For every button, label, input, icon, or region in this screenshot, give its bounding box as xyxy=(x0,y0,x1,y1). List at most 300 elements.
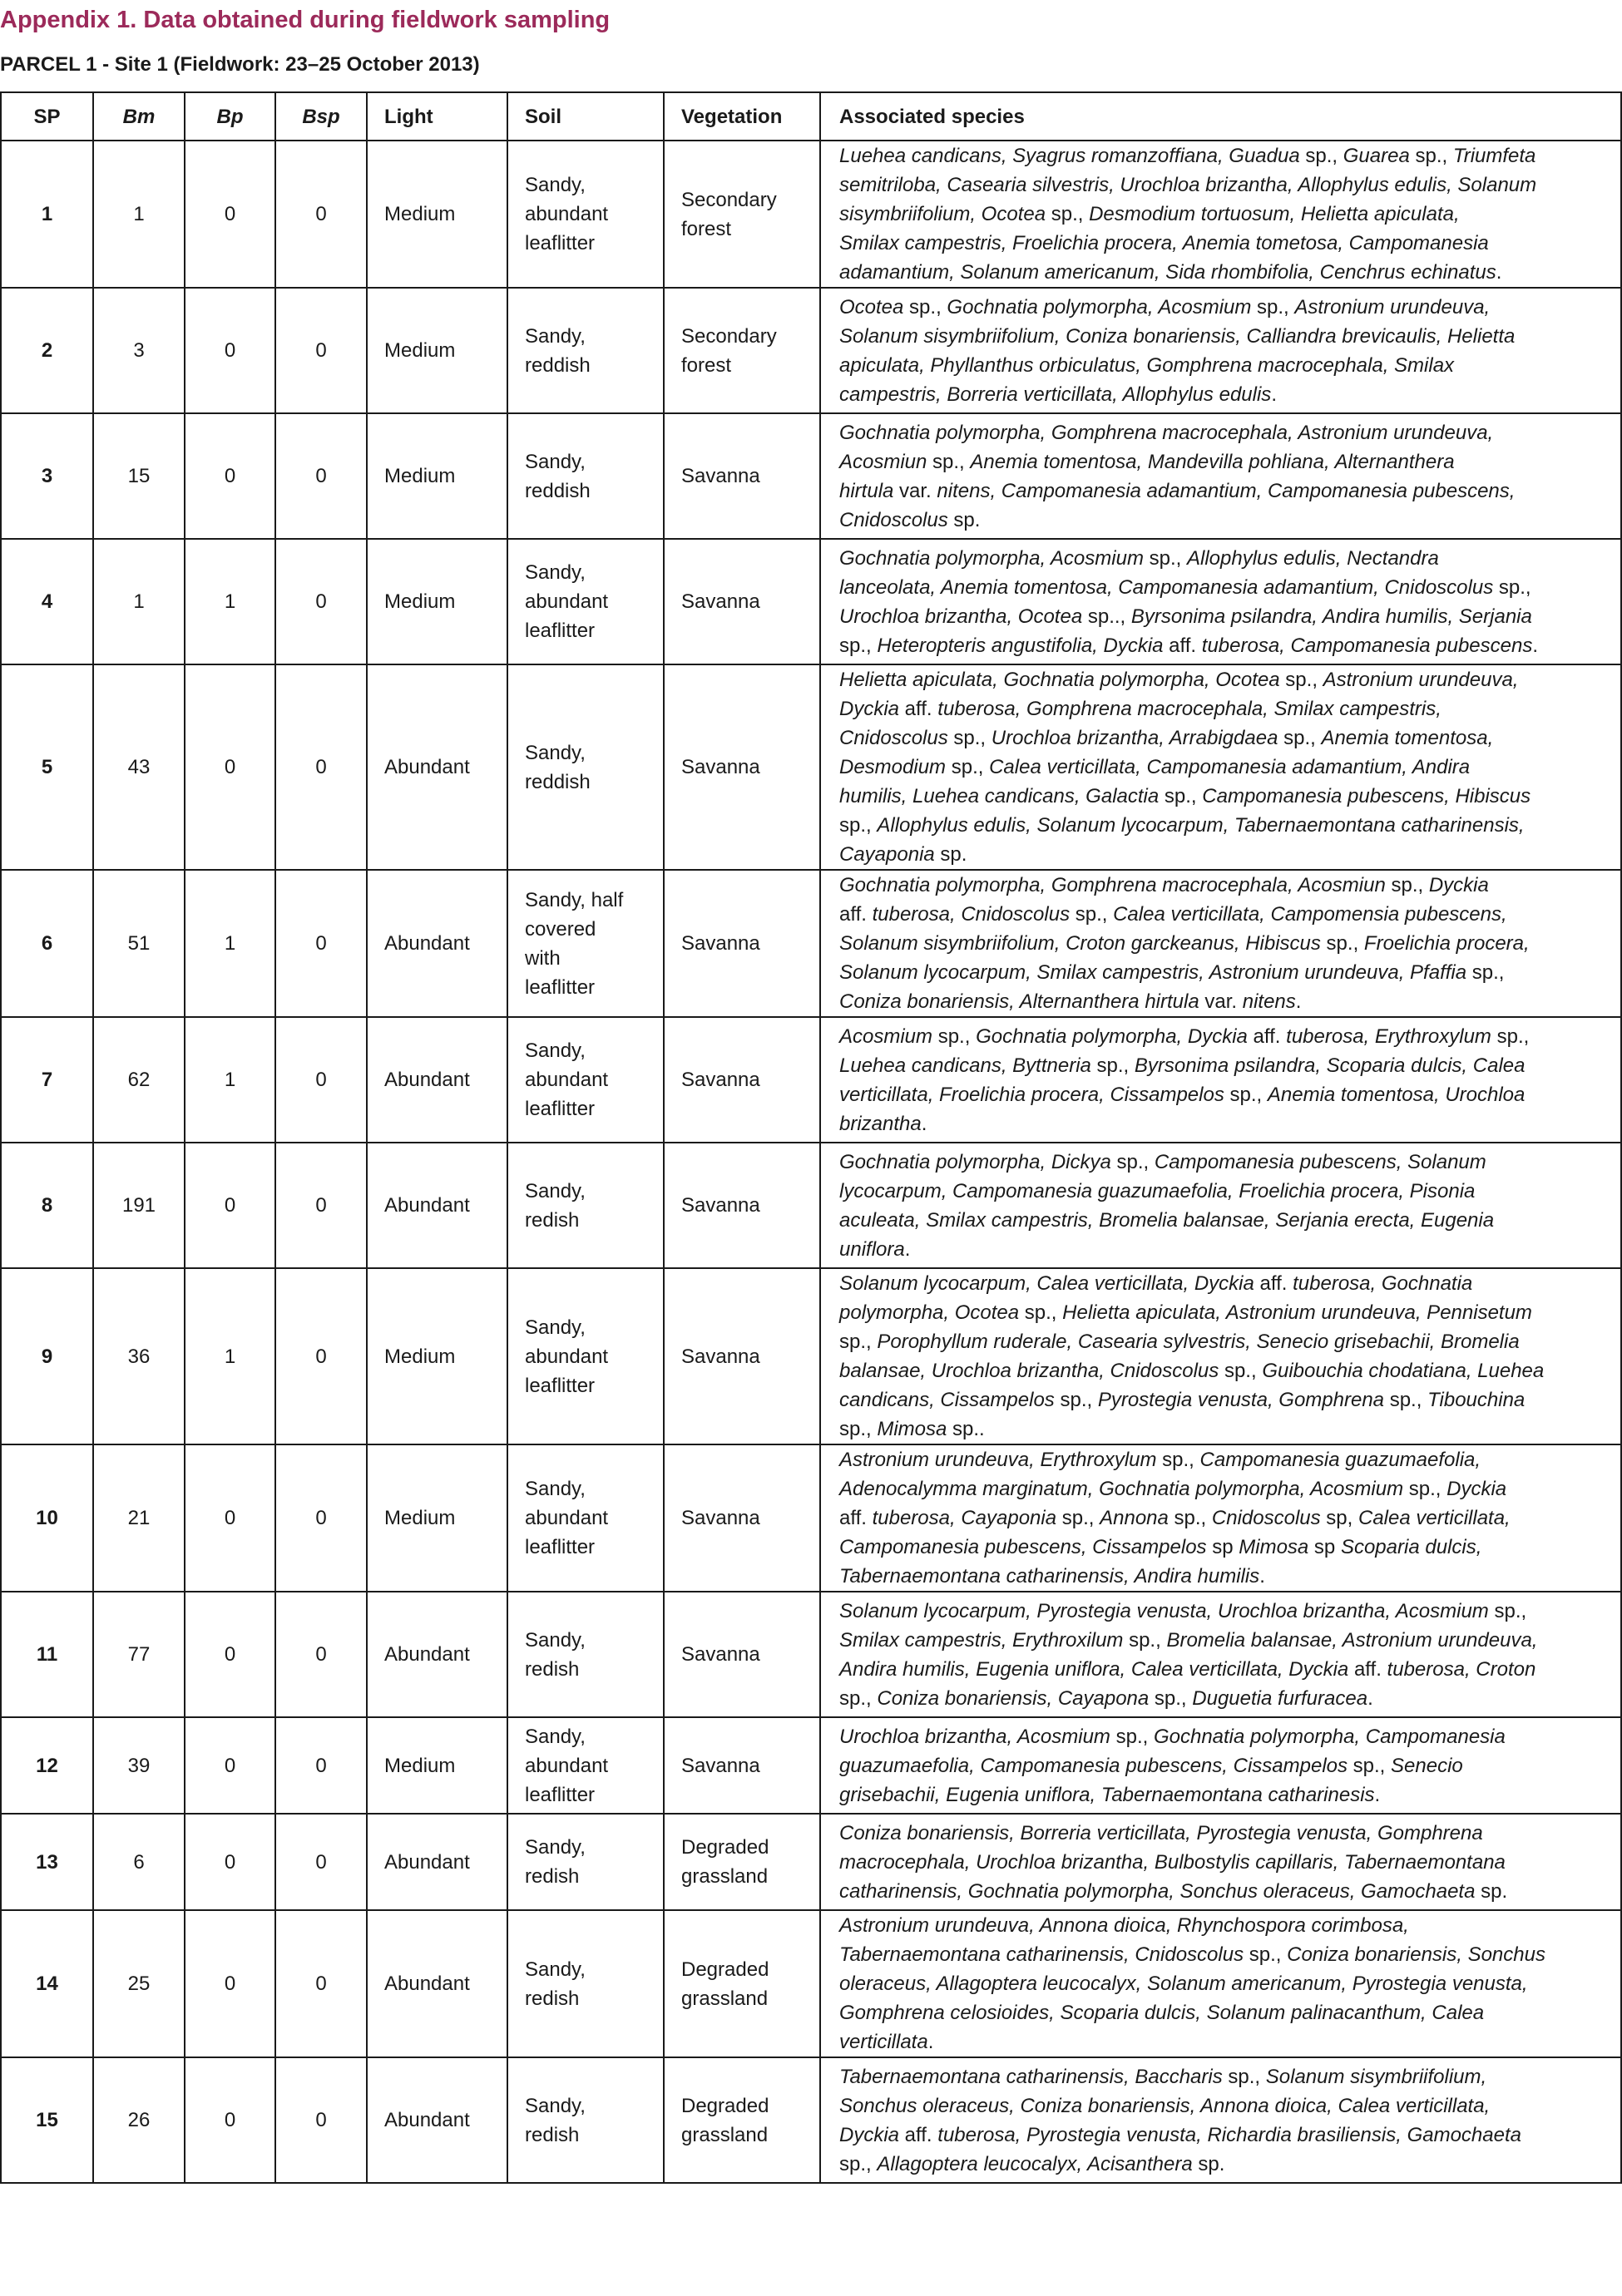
cell-light: Abundant xyxy=(367,1910,507,2057)
species-qualifier: sp., xyxy=(947,727,991,749)
species-line xyxy=(839,753,1609,782)
species-name: macrocephala, Urochloa brizantha, Bulbostylis capillaris, Tabernaemontana xyxy=(839,1850,1506,1874)
species-qualifier: sp., xyxy=(1224,1083,1268,1106)
soil-line: redish xyxy=(525,1208,580,1232)
species-name: lycocarpum, Campomanesia guazumaefolia, Froelichia procera, Pisonia xyxy=(839,1179,1476,1202)
vegetation-line: Savanna xyxy=(681,1345,760,1368)
species-line xyxy=(839,544,1609,573)
soil-line: with xyxy=(525,946,561,970)
cell-light: Abundant xyxy=(367,1143,507,1268)
cell-light: Medium xyxy=(367,141,507,288)
species-line xyxy=(839,506,1609,535)
cell-vegetation xyxy=(664,1444,820,1592)
species-line xyxy=(839,2062,1609,2091)
header-bm: Bm xyxy=(93,92,185,141)
species-name: Astronium urundeuva, xyxy=(1294,295,1491,318)
species-line xyxy=(839,1655,1609,1684)
cell-soil xyxy=(507,1910,664,2057)
vegetation-line: Savanna xyxy=(681,756,760,778)
species-qualifier: . xyxy=(1271,383,1277,406)
species-qualifier: sp., xyxy=(1278,727,1322,749)
species-name: Campomanesia guazumaefolia, xyxy=(1199,1449,1481,1471)
species-line xyxy=(839,840,1609,869)
soil-line: Sandy, xyxy=(525,1316,586,1339)
species-qualifier: aff. xyxy=(1163,634,1202,657)
cell-associated-species xyxy=(820,1592,1621,1717)
species-line xyxy=(839,1877,1609,1906)
species-name: adamantium, Solanum americanum, Sida rhombifolia, Cenchrus echinatus xyxy=(839,261,1496,284)
soil-line: redish xyxy=(525,1987,580,2010)
table-row xyxy=(1,141,1621,288)
cell-bsp: 0 xyxy=(275,1268,367,1444)
species-name: Mimosa xyxy=(877,1418,947,1440)
species-qualifier: aff. xyxy=(839,1507,873,1529)
soil-line: Sandy, xyxy=(525,741,586,764)
soil-line: abundant xyxy=(525,1754,609,1777)
species-line xyxy=(839,293,1609,322)
species-line xyxy=(839,929,1609,958)
species-line xyxy=(839,1998,1609,2027)
species-qualifier: sp. xyxy=(1475,1879,1508,1903)
species-qualifier: sp., xyxy=(1244,1943,1288,1966)
species-name: hirtula xyxy=(839,479,894,502)
species-name: Smilax campestris, Froelichia procera, Anemia tometosa, Campomanesia xyxy=(839,232,1489,254)
soil-line: Sandy, xyxy=(525,2094,586,2117)
species-qualifier: aff. xyxy=(839,903,873,926)
cell-soil xyxy=(507,1268,664,1444)
species-qualifier: sp., xyxy=(1219,1360,1263,1382)
soil-line: Sandy, xyxy=(525,1478,586,1500)
cell-associated-species xyxy=(820,1717,1621,1814)
cell-vegetation xyxy=(664,413,820,539)
table-row xyxy=(1,1592,1621,1717)
cell-bsp: 0 xyxy=(275,1592,367,1717)
soil-line: Sandy, xyxy=(525,1179,586,1202)
table-row xyxy=(1,1268,1621,1444)
species-line xyxy=(839,229,1609,258)
cell-soil xyxy=(507,1717,664,1814)
cell-vegetation xyxy=(664,1717,820,1814)
cell-associated-species xyxy=(820,1814,1621,1910)
cell-bsp: 0 xyxy=(275,1717,367,1814)
species-line xyxy=(839,1022,1609,1051)
species-qualifier: . xyxy=(1295,990,1302,1013)
species-name: tuberosa, Gochnatia xyxy=(1293,1272,1473,1295)
species-qualifier: sp., xyxy=(839,1686,878,1710)
species-name: catharinensis, Gochnatia polymorpha, Sonchus oleraceus, Gamochaeta xyxy=(839,1879,1476,1903)
species-name: Acosmium xyxy=(839,1025,933,1048)
species-line xyxy=(839,1109,1609,1138)
species-qualifier: sp., xyxy=(839,634,878,657)
species-qualifier: sp., xyxy=(1491,1025,1530,1048)
species-line xyxy=(839,602,1609,631)
table-row xyxy=(1,539,1621,664)
cell-sp: 11 xyxy=(1,1592,93,1717)
species-name: Porophyllum ruderale, Casearia sylvestris, Senecio grisebachii, Bromelia xyxy=(877,1331,1520,1353)
species-name: Luehea candicans, Syagrus romanzoffiana, Guadua xyxy=(839,145,1300,167)
species-name: grisebachii, Eugenia uniflora, Tabernaemontana catharinesis xyxy=(839,1783,1375,1806)
soil-line: abundant xyxy=(525,590,609,613)
soil-line: leaflitter xyxy=(525,975,596,999)
species-name: lanceolata, Anemia tomentosa, Campomanesia adamantium, Cnidoscolus xyxy=(839,575,1494,599)
species-qualifier: sp., xyxy=(1090,1054,1135,1077)
species-line xyxy=(839,1597,1609,1626)
soil-line: Sandy, xyxy=(525,1836,586,1859)
vegetation-line: Savanna xyxy=(681,1754,760,1777)
species-qualifier: sp xyxy=(1206,1536,1239,1558)
cell-light: Abundant xyxy=(367,1017,507,1143)
species-qualifier: sp., xyxy=(839,1418,878,1440)
species-qualifier: sp., xyxy=(839,2152,878,2175)
species-line xyxy=(839,1385,1609,1415)
cell-light: Abundant xyxy=(367,2057,507,2183)
header-associated-species: Associated species xyxy=(820,92,1621,141)
cell-sp: 14 xyxy=(1,1910,93,2057)
species-qualifier: sp., xyxy=(1110,1150,1155,1173)
species-name: Calea verticillata, Campomensia pubescens, xyxy=(1113,903,1507,926)
species-line xyxy=(839,782,1609,811)
species-line xyxy=(839,141,1609,170)
species-name: apiculata, Phyllanthus orbiculatus, Gomphrena macrocephala, Smilax xyxy=(839,353,1455,377)
cell-vegetation xyxy=(664,2057,820,2183)
table-row xyxy=(1,1143,1621,1268)
species-qualifier: sp., xyxy=(1409,145,1453,167)
species-qualifier: var. xyxy=(893,479,937,502)
species-line xyxy=(839,1684,1609,1713)
species-qualifier: sp., xyxy=(1168,1507,1212,1529)
species-name: verticillata xyxy=(839,2031,928,2053)
cell-sp: 10 xyxy=(1,1444,93,1592)
species-qualifier: sp xyxy=(1308,1536,1341,1558)
cell-vegetation xyxy=(664,1268,820,1444)
species-name: Urochloa brizantha, Ocotea xyxy=(839,605,1083,628)
species-line xyxy=(839,1445,1609,1474)
species-name: Coniza bonariensis, Borreria verticillata, Pyrostegia venusta, Gomphrena xyxy=(839,1821,1483,1844)
cell-vegetation xyxy=(664,1814,820,1910)
cell-bm: 62 xyxy=(93,1017,185,1143)
species-name: Pyrostegia venusta, Gomphrena xyxy=(1097,1389,1385,1411)
cell-bm: 21 xyxy=(93,1444,185,1592)
cell-light: Medium xyxy=(367,539,507,664)
cell-sp: 15 xyxy=(1,2057,93,2183)
vegetation-line: Secondary xyxy=(681,188,777,211)
soil-line: redish xyxy=(525,2123,580,2146)
cell-bm: 26 xyxy=(93,2057,185,2183)
species-name: Byrsonima psilandra, Scoparia dulcis, Calea xyxy=(1134,1054,1526,1077)
species-qualifier: aff. xyxy=(1247,1025,1287,1048)
species-qualifier: . xyxy=(1496,261,1502,284)
species-name: Allophylus edulis, Nectandra xyxy=(1186,546,1439,570)
soil-line: redish xyxy=(525,1865,580,1888)
species-qualifier: sp, xyxy=(1320,1507,1358,1529)
species-qualifier: var. xyxy=(1199,990,1243,1013)
cell-sp: 8 xyxy=(1,1143,93,1268)
species-line xyxy=(839,1819,1609,1848)
species-line xyxy=(839,170,1609,200)
cell-bsp: 0 xyxy=(275,413,367,539)
species-line xyxy=(839,1269,1609,1298)
table-row xyxy=(1,413,1621,539)
species-qualifier: sp., xyxy=(1056,1507,1100,1529)
species-line xyxy=(839,1848,1609,1877)
soil-line: Sandy, xyxy=(525,1628,586,1652)
species-name: Bromelia balansae, Astronium urundeuva, xyxy=(1166,1628,1538,1652)
species-qualifier: sp. xyxy=(1192,2152,1225,2175)
species-name: Gochnatia polymorpha, Dyckia xyxy=(976,1025,1248,1048)
cell-bm: 77 xyxy=(93,1592,185,1717)
cell-bp: 0 xyxy=(185,664,275,870)
cell-sp: 12 xyxy=(1,1717,93,1814)
vegetation-line: Savanna xyxy=(681,932,760,955)
cell-light: Medium xyxy=(367,1268,507,1444)
header-soil: Soil xyxy=(507,92,664,141)
species-qualifier: . xyxy=(904,1237,911,1261)
cell-soil xyxy=(507,1444,664,1592)
cell-vegetation xyxy=(664,1592,820,1717)
species-line xyxy=(839,1298,1609,1327)
species-line xyxy=(839,2121,1609,2150)
species-line xyxy=(839,1533,1609,1562)
species-line xyxy=(839,2150,1609,2179)
species-name: nitens xyxy=(1242,990,1296,1013)
species-qualifier: sp., xyxy=(1384,1389,1428,1411)
species-name: Helietta apiculata, Gochnatia polymorpha, Ocotea xyxy=(839,669,1280,691)
soil-line: Sandy, xyxy=(525,1958,586,1981)
species-name: tuberosa, Gomphrena macrocephala, Smilax campestris, xyxy=(937,698,1442,720)
species-qualifier: sp., xyxy=(1222,2065,1266,2088)
cell-light: Medium xyxy=(367,1444,507,1592)
header-vegetation: Vegetation xyxy=(664,92,820,141)
cell-soil xyxy=(507,288,664,413)
species-qualifier: aff. xyxy=(1254,1272,1293,1295)
species-qualifier: sp., xyxy=(1348,1754,1392,1777)
cell-bp: 0 xyxy=(185,1444,275,1592)
cell-bm: 51 xyxy=(93,870,185,1017)
soil-line: reddish xyxy=(525,770,591,793)
species-line xyxy=(839,322,1609,351)
cell-associated-species xyxy=(820,413,1621,539)
species-name: Calea verticillata, xyxy=(1357,1507,1511,1529)
species-name: Gochnatia polymorpha, Gomphrena macrocephala, Acosmiun xyxy=(839,874,1386,896)
species-line xyxy=(839,380,1609,409)
species-line xyxy=(839,631,1609,660)
species-qualifier: . xyxy=(1532,634,1539,657)
cell-associated-species xyxy=(820,1017,1621,1143)
species-line xyxy=(839,1206,1609,1235)
species-name: Gochnatia polymorpha, Campomanesia xyxy=(1153,1725,1506,1748)
species-name: Tibouchina xyxy=(1427,1389,1526,1411)
species-name: Sonchus oleraceus, Coniza bonariensis, Annona dioica, Calea verticillata, xyxy=(839,2094,1491,2117)
species-qualifier: sp., xyxy=(1123,1628,1167,1652)
species-name: tuberosa, Cnidoscolus xyxy=(872,903,1071,926)
species-name: Anemia tomentosa, xyxy=(1321,727,1494,749)
vegetation-line: grassland xyxy=(681,1987,769,2010)
species-qualifier: sp., xyxy=(1251,295,1295,318)
species-line xyxy=(839,1940,1609,1969)
cell-light: Abundant xyxy=(367,664,507,870)
vegetation-line: Degraded xyxy=(681,2094,769,2117)
species-line xyxy=(839,418,1609,447)
table-row xyxy=(1,288,1621,413)
table-row xyxy=(1,1910,1621,2057)
header-bsp: Bsp xyxy=(275,92,367,141)
cell-vegetation xyxy=(664,539,820,664)
species-name: Acosmiun xyxy=(839,450,927,473)
cell-bm: 43 xyxy=(93,664,185,870)
species-name: brizantha xyxy=(839,1112,922,1135)
species-name: Cnidoscolus xyxy=(839,508,948,531)
species-name: tuberosa, Campomanesia pubescens xyxy=(1201,634,1533,657)
cell-associated-species xyxy=(820,539,1621,664)
species-line xyxy=(839,1327,1609,1356)
species-name: tuberosa, Pyrostegia venusta, Richardia brasiliensis, Gamochaeta xyxy=(937,2123,1521,2146)
cell-soil xyxy=(507,1592,664,1717)
cell-sp: 13 xyxy=(1,1814,93,1910)
soil-line: Sandy, xyxy=(525,1725,586,1748)
species-name: Ocotea xyxy=(839,295,904,318)
cell-vegetation xyxy=(664,1143,820,1268)
species-name: Coniza bonariensis, Cayapona xyxy=(877,1686,1150,1710)
species-name: Triumfeta xyxy=(1452,145,1536,167)
cell-light: Medium xyxy=(367,413,507,539)
species-name: Campomanesia pubescens, Cissampelos xyxy=(839,1536,1207,1558)
cell-sp: 3 xyxy=(1,413,93,539)
species-line xyxy=(839,871,1609,900)
header-bp: Bp xyxy=(185,92,275,141)
species-line xyxy=(839,1504,1609,1533)
cell-soil xyxy=(507,539,664,664)
species-qualifier: sp., xyxy=(946,756,990,778)
table-row xyxy=(1,1017,1621,1143)
species-name: Guibouchia chodatiana, Luehea xyxy=(1262,1360,1545,1382)
species-name: Gochnatia polymorpha, Acosmium xyxy=(839,546,1144,570)
cell-bp: 1 xyxy=(185,1268,275,1444)
species-line xyxy=(839,1474,1609,1504)
species-name: Gochnatia polymorpha, Dickya xyxy=(839,1150,1111,1173)
species-name: Heteropteris angustifolia, Dyckia xyxy=(877,634,1164,657)
species-qualifier: sp., xyxy=(1143,546,1187,570)
cell-associated-species xyxy=(820,288,1621,413)
soil-line: Sandy, xyxy=(525,174,586,196)
cell-associated-species xyxy=(820,1143,1621,1268)
species-name: Campomanesia pubescens, Hibiscus xyxy=(1202,785,1531,807)
table-row xyxy=(1,1814,1621,1910)
soil-line: leaflitter xyxy=(525,1536,596,1558)
species-name: Tabernaemontana catharinensis, Andira humilis xyxy=(839,1565,1260,1587)
species-line xyxy=(839,900,1609,929)
header-row xyxy=(1,92,1621,141)
species-name: Dyckia xyxy=(1446,1478,1507,1500)
cell-bp: 1 xyxy=(185,870,275,1017)
species-qualifier: sp., xyxy=(1385,874,1429,896)
soil-line: abundant xyxy=(525,1069,609,1091)
soil-line: Sandy, xyxy=(525,450,586,473)
species-line xyxy=(839,1177,1609,1206)
species-name: Tabernaemontana catharinensis, Baccharis xyxy=(839,2065,1223,2088)
cell-bsp: 0 xyxy=(275,1444,367,1592)
cell-bp: 0 xyxy=(185,2057,275,2183)
cell-associated-species xyxy=(820,664,1621,870)
species-qualifier: sp., xyxy=(1149,1686,1193,1710)
cell-vegetation xyxy=(664,1017,820,1143)
cell-bsp: 0 xyxy=(275,870,367,1017)
soil-line: leaflitter xyxy=(525,232,596,254)
species-line xyxy=(839,476,1609,506)
soil-line: abundant xyxy=(525,1507,609,1529)
cell-light: Abundant xyxy=(367,870,507,1017)
species-line xyxy=(839,2027,1609,2057)
species-qualifier: . xyxy=(927,2031,934,2053)
species-qualifier: sp., xyxy=(1488,1599,1527,1622)
species-qualifier: sp., xyxy=(1466,961,1505,984)
species-qualifier: sp., xyxy=(1019,1301,1063,1324)
species-name: Senecio xyxy=(1391,1754,1463,1777)
cell-soil xyxy=(507,1143,664,1268)
species-name: Solanum lycocarpum, Calea verticillata, Dyckia xyxy=(839,1272,1254,1295)
species-line xyxy=(839,1722,1609,1751)
cell-vegetation xyxy=(664,1910,820,2057)
species-name: sisymbriifolium, Ocotea xyxy=(839,203,1046,225)
species-name: Solanum lycocarpum, Smilax campestris, Astronium urundeuva, Pfaffia xyxy=(839,961,1467,984)
soil-line: covered xyxy=(525,917,596,941)
cell-sp: 4 xyxy=(1,539,93,664)
cell-bsp: 0 xyxy=(275,141,367,288)
species-qualifier: sp., xyxy=(1403,1478,1447,1500)
vegetation-line: forest xyxy=(681,217,732,240)
species-name: Coniza bonariensis, Alternanthera hirtula xyxy=(839,990,1199,1013)
species-line xyxy=(839,447,1609,476)
cell-soil xyxy=(507,2057,664,2183)
table-row xyxy=(1,1717,1621,1814)
species-qualifier: sp., xyxy=(903,295,947,318)
species-name: Gochnatia polymorpha, Gomphrena macrocephala, Astronium urundeuva, xyxy=(839,421,1494,444)
species-name: Astronium urundeuva, xyxy=(1323,669,1519,691)
species-name: Cnidoscolus xyxy=(1211,1507,1321,1529)
species-qualifier: sp., xyxy=(1159,785,1203,807)
species-name: Dyckia xyxy=(839,698,900,720)
species-qualifier: sp., xyxy=(932,1025,977,1048)
species-line xyxy=(839,2091,1609,2121)
cell-vegetation xyxy=(664,288,820,413)
species-line xyxy=(839,958,1609,987)
species-name: campestris, Borreria verticillata, Allophylus edulis xyxy=(839,383,1272,406)
vegetation-line: forest xyxy=(681,353,732,377)
species-name: semitriloba, Casearia silvestris, Urochloa brizantha, Allophylus edulis, Solanum xyxy=(839,174,1537,196)
species-name: Tabernaemontana catharinensis, Cnidoscolus xyxy=(839,1943,1244,1966)
species-name: Solanum sisymbriifolium, xyxy=(1265,2065,1487,2088)
species-name: Coniza bonariensis, Sonchus xyxy=(1287,1943,1545,1966)
species-name: Gomphrena celosioides, Scoparia dulcis, Solanum palinacanthum, Calea xyxy=(839,2002,1485,2024)
species-name: Byrsonima psilandra, Andira humilis, Serjania xyxy=(1130,605,1532,628)
species-name: polymorpha, Ocotea xyxy=(839,1301,1020,1324)
vegetation-line: Degraded xyxy=(681,1836,769,1859)
soil-line: leaflitter xyxy=(525,620,596,642)
cell-bsp: 0 xyxy=(275,1814,367,1910)
table-row xyxy=(1,2057,1621,2183)
species-line xyxy=(839,1415,1609,1444)
cell-sp: 2 xyxy=(1,288,93,413)
species-qualifier: sp., xyxy=(927,450,971,473)
species-name: Urochloa brizantha, Acosmium xyxy=(839,1725,1110,1748)
species-name: Desmodium xyxy=(839,756,947,778)
species-name: humilis, Luehea candicans, Galactia xyxy=(839,785,1160,807)
species-line xyxy=(839,258,1609,287)
cell-bm: 191 xyxy=(93,1143,185,1268)
species-name: Campomanesia pubescens, Solanum xyxy=(1154,1150,1486,1173)
table-row xyxy=(1,664,1621,870)
cell-bm: 1 xyxy=(93,539,185,664)
cell-bsp: 0 xyxy=(275,664,367,870)
